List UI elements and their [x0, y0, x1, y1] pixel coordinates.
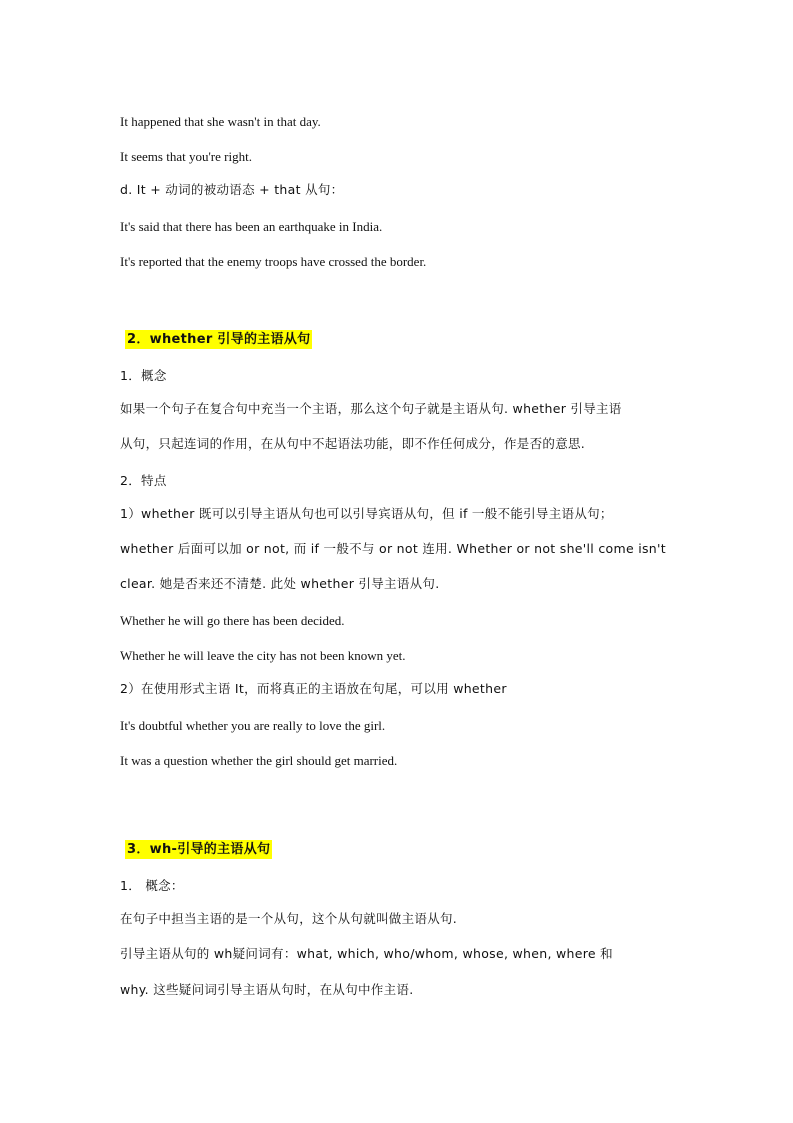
example-sentence: It was a question whether the girl should get married.	[120, 753, 398, 768]
example-sentence: It's doubtful whether you are really to love the girl.	[120, 718, 386, 733]
paragraph-line: clear. 她是否来还不清楚. 此处 whether 引导主语从句.	[120, 576, 440, 591]
subsection-title: 1．概念	[120, 368, 167, 383]
section-heading-wh: 3．wh-引导的主语从句	[127, 842, 271, 857]
subsection-title: 2．特点	[120, 473, 167, 488]
example-sentence: Whether he will leave the city has not been known yet.	[120, 648, 406, 663]
paragraph-line: whether 后面可以加 or not, 而 if 一般不与 or not 连用. Whether or not she'll come isn't	[120, 541, 666, 556]
subsection-title: 1． 概念：	[120, 878, 184, 893]
paragraph-line: 2）在使用形式主语 It，而将真正的主语放在句尾，可以用 whether	[120, 681, 507, 696]
example-sentence: Whether he will go there has been decided.	[120, 613, 345, 628]
section-heading-whether: 2．whether 引导的主语从句	[127, 332, 311, 347]
paragraph-line: 1）whether 既可以引导主语从句也可以引导宾语从句，但 if 一般不能引导主语从句；	[120, 506, 613, 521]
example-sentence: It's said that there has been an earthquake in India.	[120, 219, 383, 234]
paragraph-line: 从句，只起连词的作用，在从句中不起语法功能，即不作任何成分，作是否的意思.	[120, 436, 586, 451]
example-sentence: It happened that she wasn't in that day.	[120, 114, 321, 129]
paragraph-line: 引导主语从句的 wh疑问词有：what, which, who/whom, whose, when, where 和	[120, 946, 613, 961]
paragraph-line: why. 这些疑问词引导主语从句时，在从句中作主语.	[120, 982, 414, 997]
paragraph-line: 如果一个句子在复合句中充当一个主语，那么这个句子就是主语从句. whether 引导主语	[120, 401, 622, 416]
paragraph-line: 在句子中担当主语的是一个从句，这个从句就叫做主语从句.	[120, 911, 458, 926]
example-sentence: It seems that you're right.	[120, 149, 252, 164]
example-sentence: It's reported that the enemy troops have crossed the border.	[120, 254, 427, 269]
rule-line: d. It + 动词的被动语态 + that 从句：	[120, 182, 344, 197]
